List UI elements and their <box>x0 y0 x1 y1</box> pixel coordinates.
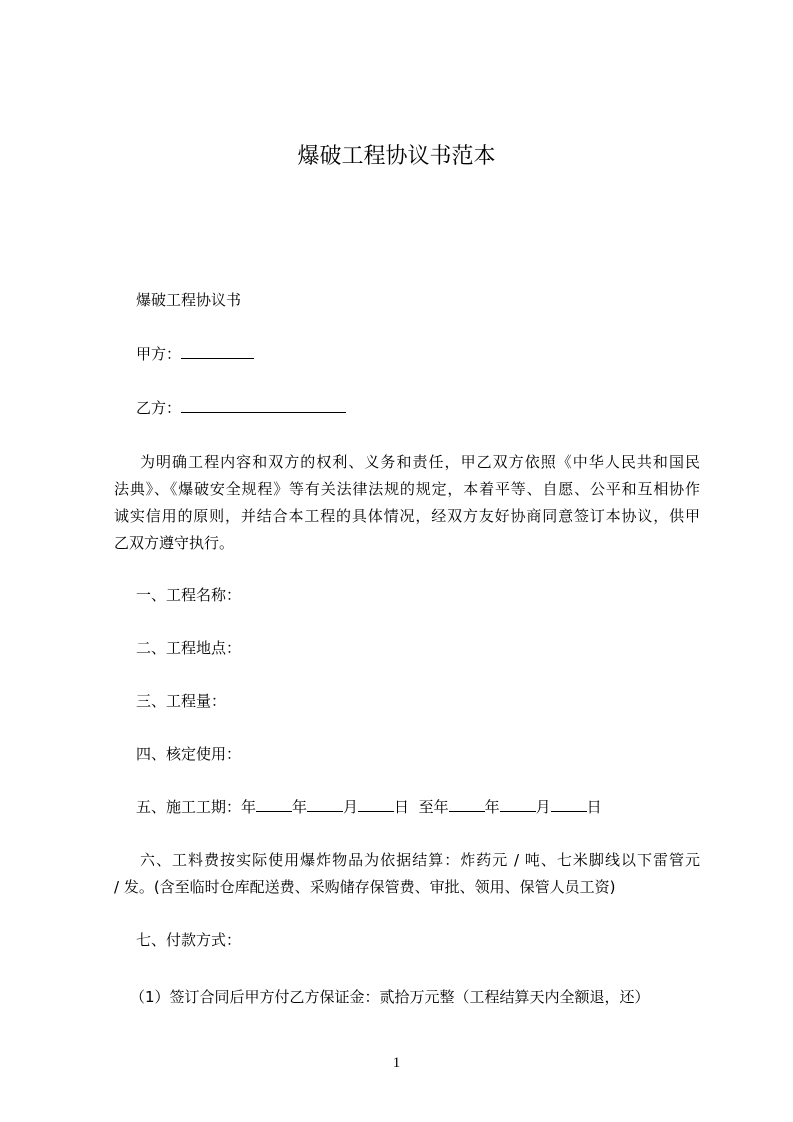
blank[interactable] <box>358 797 394 812</box>
item-payment-deposit: （1）签订合同后甲方付乙方保证金：贰拾万元整（工程结算天内全额退，还） <box>130 988 650 1006</box>
document-title: 爆破工程协议书范本 <box>297 144 496 169</box>
item-project-location: 二、工程地点： <box>136 639 242 657</box>
page-number: 1 <box>392 1055 401 1071</box>
blank[interactable] <box>307 797 343 812</box>
item-approved-use: 四、核定使用： <box>136 745 242 763</box>
intro-line-2: 法典》、《爆破安全规程》等有关法律法规的规定，本着平等、自愿、公平和互相协作 <box>114 480 700 498</box>
year-text: 年 <box>292 798 308 816</box>
party-a-blank[interactable] <box>181 344 254 359</box>
party-b-label: 乙方： <box>136 399 182 417</box>
day-text: 日 <box>586 798 602 816</box>
party-a-line <box>136 344 254 364</box>
period-label: 五、施工工期：年 <box>136 798 257 816</box>
blank[interactable] <box>256 797 292 812</box>
blank[interactable] <box>551 797 587 812</box>
intro-line-1: 为明确工程内容和双方的权利、义务和责任，甲乙双方依照《中华人民共和国民 <box>140 453 700 471</box>
intro-line-4: 乙双方遵守执行。 <box>114 534 235 552</box>
item-construction-period <box>136 797 602 817</box>
subtitle: 爆破工程协议书 <box>136 291 242 309</box>
party-a-label: 甲方： <box>136 345 182 363</box>
party-b-blank[interactable] <box>181 398 346 413</box>
item-quantity: 三、工程量： <box>136 692 227 710</box>
party-b-line <box>136 398 346 418</box>
blank[interactable] <box>500 797 536 812</box>
item-material-fee-line-1: 六、工料费按实际使用爆炸物品为依据结算：炸药元 / 吨、七米脚线以下雷管元 <box>140 851 700 869</box>
item-material-fee-line-2: / 发。(含至临时仓库配送费、采购储存保管费、审批、领用、保管人员工资) <box>114 878 616 896</box>
day-to-text: 日 至年 <box>394 798 449 816</box>
blank[interactable] <box>449 797 485 812</box>
month-text: 月 <box>343 798 359 816</box>
intro-line-3: 诚实信用的原则，并结合本工程的具体情况，经双方友好协商同意签订本协议，供甲 <box>114 507 700 525</box>
year-text: 年 <box>484 798 500 816</box>
month-text: 月 <box>535 798 551 816</box>
item-payment-method: 七、付款方式： <box>136 931 242 949</box>
item-project-name: 一、工程名称： <box>136 586 242 604</box>
